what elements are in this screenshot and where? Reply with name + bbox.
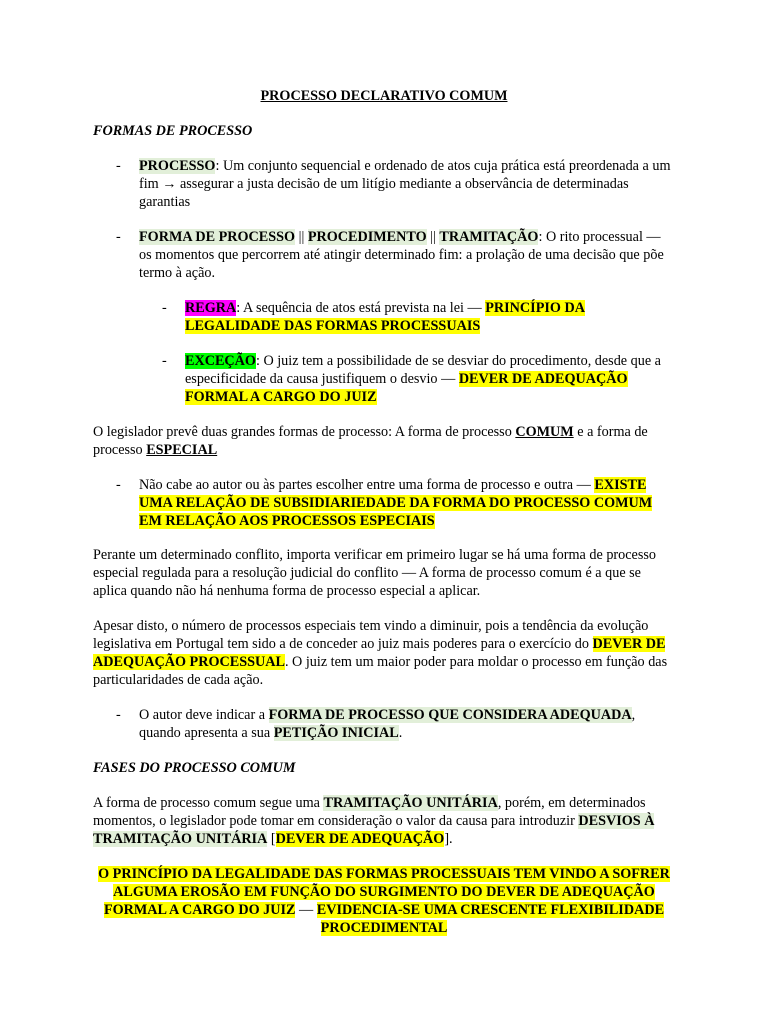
term-regra: REGRA [185, 300, 237, 316]
term-tramitacao: TRAMITAÇÃO [439, 229, 539, 245]
term-procedimento: PROCEDIMENTO [307, 229, 427, 245]
paragraph-conflito: Perante um determinado conflito, importa verificar em primeiro lugar se há uma forma de processo especial regulada para a resolução judicial do conflito — A forma de processo comum é a que se aplica quando não há nenhuma forma de processo especial a aplicar. [93, 547, 656, 599]
paragraph-formas: O legislador prevê duas grandes formas de processo: A forma de processo COMUM e a forma de processo ESPECIAL [93, 424, 648, 458]
bullet-autor: O autor deve indicar a FORMA DE PROCESSO QUE CONSIDERA ADEQUADA, quando apresenta a sua PETIÇÃO INICIAL. [139, 707, 636, 741]
heading-formas-de-processo: FORMAS DE PROCESSO [93, 123, 253, 139]
paragraph-tramitacao: A forma de processo comum segue uma TRAMITAÇÃO UNITÁRIA, porém, em determinados momentos, o legislador pode tomar em consideração o valor da causa para introduzir DESVIOS À TRAMITAÇÃO UNITÁRIA [DEVER DE ADEQUAÇÃO]. [93, 795, 655, 847]
bullet-dash: - [116, 707, 121, 723]
term-excecao: EXCEÇÃO [185, 353, 256, 369]
bullet-forma-de-processo: FORMA DE PROCESSO || PROCEDIMENTO || TRAMITAÇÃO: O rito processual — os momentos que percorrem até atingir determinado fim: a prolação de uma decisão que põe termo à ação. [139, 229, 664, 281]
bullet-dash: - [162, 300, 167, 316]
bullet-excecao: EXCEÇÃO: O juiz tem a possibilidade de se desviar do procedimento, desde que a especificidade da causa justifiquem o desvio — DEVER DE ADEQUAÇÃO FORMAL A CARGO DO JUIZ [185, 353, 661, 405]
term-comum: COMUM [515, 424, 574, 440]
bullet-dash: - [116, 229, 121, 245]
bullet-processo: PROCESSO: Um conjunto sequencial e ordenado de atos cuja prática está preordenada a um fim → assegurar a justa decisão de um litígio mediante a observância de determinadas garantias [139, 158, 671, 210]
bullet-regra: REGRA: A sequência de atos está prevista na lei — PRINCÍPIO DA LEGALIDADE DAS FORMAS PROCESSUAIS [185, 300, 585, 334]
bullet-dash: - [116, 158, 121, 174]
paragraph-processos-especiais: Apesar disto, o número de processos especiais tem vindo a diminuir, pois a tendência da evolução legislativa em Portugal tem sido a de conceder ao juiz mais poderes para o exercício do DEVER DE ADEQUAÇÃO PROCESSUAL. O juiz tem um maior poder para moldar o processo em função das particularidades de cada ação. [93, 618, 668, 688]
conclusion-block: O PRINCÍPIO DA LEGALIDADE DAS FORMAS PROCESSUAIS TEM VINDO A SOFRER ALGUMA EROSÃO EM FUNÇÃO DO SURGIMENTO DO DEVER DE ADEQUAÇÃO FORMAL A CARGO DO JUIZ — EVIDENCIA-SE UMA CRESCENTE FLEXIBILIDADE PROCEDIMENTAL [98, 866, 670, 936]
term-forma-de-processo: FORMA DE PROCESSO [139, 229, 296, 245]
bullet-subsidiariedade: Não cabe ao autor ou às partes escolher entre uma forma de processo e outra — EXISTE UMA RELAÇÃO DE SUBSIDIARIEDADE DA FORMA DO PROCESSO COMUM EM RELAÇÃO AOS PROCESSOS ESPECIAIS [139, 477, 653, 529]
bullet-dash: - [162, 353, 167, 369]
bullet-dash: - [116, 477, 121, 493]
term-especial: ESPECIAL [146, 442, 218, 458]
heading-fases-do-processo-comum: FASES DO PROCESSO COMUM [93, 760, 296, 776]
document-title: PROCESSO DECLARATIVO COMUM [260, 88, 508, 104]
term-processo: PROCESSO [139, 158, 216, 174]
